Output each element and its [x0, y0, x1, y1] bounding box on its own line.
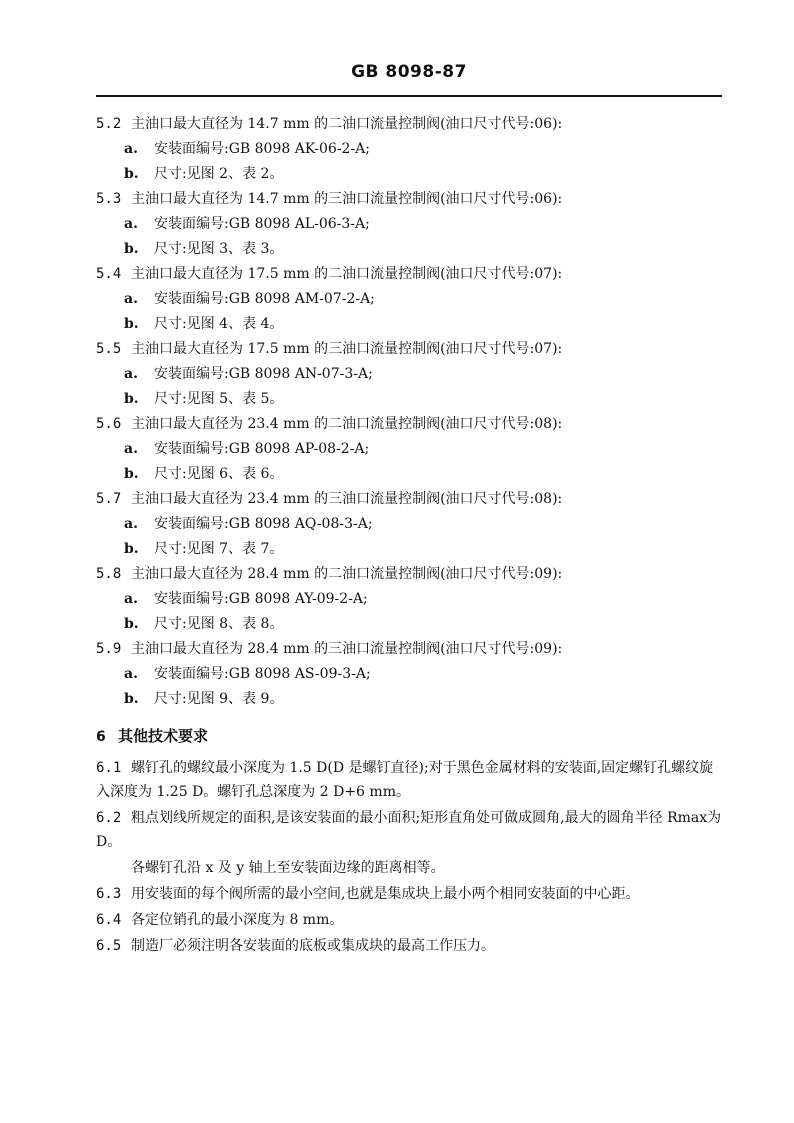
sub-item-text: 尺寸:见图 7、表 7。 [154, 541, 284, 557]
clause-number: 5.7 [96, 491, 122, 507]
clause-item [96, 112, 722, 137]
clause-number: 5.2 [96, 116, 122, 132]
sub-item-text: 尺寸:见图 3、表 3。 [154, 241, 284, 257]
clause-number: 5.9 [96, 641, 122, 657]
sub-item-letter: b. [124, 166, 139, 182]
clause-text: 主油口最大直径为 28.4 mm 的三油口流量控制阀(油口尺寸代号:09): [131, 641, 563, 657]
sub-item [96, 612, 722, 637]
clause-text: 主油口最大直径为 17.5 mm 的二油口流量控制阀(油口尺寸代号:07): [131, 266, 563, 282]
header-rule [96, 95, 722, 97]
clause-text: 用安装面的每个阀所需的最小空间,也就是集成块上最小两个相同安装面的中心距。 [131, 886, 640, 902]
section-title: 其他技术要求 [118, 727, 209, 745]
sub-item [96, 437, 722, 462]
clause-number: 6.2 [96, 810, 122, 826]
sub-item-letter: b. [124, 541, 139, 557]
clause-6-1 [96, 756, 722, 804]
sub-item [96, 287, 722, 312]
sub-item [96, 537, 722, 562]
clause-text: 主油口最大直径为 17.5 mm 的三油口流量控制阀(油口尺寸代号:07): [131, 341, 563, 357]
clause-text: 主油口最大直径为 14.7 mm 的三油口流量控制阀(油口尺寸代号:06): [131, 191, 563, 207]
clause-text: 主油口最大直径为 14.7 mm 的二油口流量控制阀(油口尺寸代号:06): [131, 116, 563, 132]
clause-number: 5.3 [96, 191, 122, 207]
sub-item-text: 安装面编号:GB 8098 AK-06-2-A; [154, 141, 371, 157]
page-header: GB 8098-87 [351, 62, 467, 82]
clause-list [96, 112, 722, 712]
clause-6-2-note: 各螺钉孔沿 x 及 y 轴上至安装面边缘的距离相等。 [131, 860, 445, 876]
sub-item-letter: b. [124, 691, 139, 707]
sub-item-letter: b. [124, 316, 139, 332]
clause-item [96, 487, 722, 512]
sub-item-text: 安装面编号:GB 8098 AY-09-2-A; [154, 591, 368, 607]
clause-item [96, 562, 722, 587]
sub-item-text: 安装面编号:GB 8098 AP-08-2-A; [154, 441, 370, 457]
sub-item-letter: a. [124, 291, 138, 307]
sub-item-letter: b. [124, 391, 139, 407]
clause-text: 各定位销孔的最小深度为 8 mm。 [131, 912, 344, 928]
clause-number: 6.3 [96, 886, 122, 902]
clause-text: 粗点划线所规定的面积,是该安装面的最小面积;矩形直角处可做成圆角,最大的圆角半径 Rmax为 D。 [96, 810, 722, 850]
sub-item [96, 462, 722, 487]
sub-item-text: 安装面编号:GB 8098 AN-07-3-A; [154, 366, 373, 382]
section-6-heading [96, 724, 722, 750]
sub-item-text: 安装面编号:GB 8098 AQ-08-3-A; [154, 516, 373, 532]
section-number: 6 [96, 729, 106, 745]
clause-6-5 [96, 934, 722, 958]
sub-item-letter: a. [124, 516, 138, 532]
sub-item-text: 尺寸:见图 4、表 4。 [154, 316, 284, 332]
clause-6-3 [96, 882, 722, 906]
sub-item-letter: a. [124, 216, 138, 232]
sub-item-text: 尺寸:见图 5、表 5。 [154, 391, 284, 407]
clause-number: 6.4 [96, 912, 122, 928]
clause-text: 主油口最大直径为 23.4 mm 的二油口流量控制阀(油口尺寸代号:08): [131, 416, 563, 432]
sub-item-letter: a. [124, 366, 138, 382]
sub-item [96, 362, 722, 387]
sub-item-letter: a. [124, 591, 138, 607]
sub-item [96, 312, 722, 337]
sub-item-letter: b. [124, 241, 139, 257]
sub-item-text: 安装面编号:GB 8098 AS-09-3-A; [154, 666, 371, 682]
sub-item [96, 387, 722, 412]
clause-6-4 [96, 908, 722, 932]
clause-item [96, 412, 722, 437]
sub-item-letter: a. [124, 666, 138, 682]
clause-text: 主油口最大直径为 28.4 mm 的二油口流量控制阀(油口尺寸代号:09): [131, 566, 563, 582]
sub-item-letter: a. [124, 141, 138, 157]
clause-text: 制造厂必须注明各安装面的底板或集成块的最高工作压力。 [131, 938, 495, 954]
clause-6-2 [96, 806, 722, 854]
sub-item-letter: b. [124, 466, 139, 482]
sub-item [96, 587, 722, 612]
sub-item [96, 662, 722, 687]
clause-item [96, 187, 722, 212]
clause-item [96, 337, 722, 362]
clause-number: 5.6 [96, 416, 122, 432]
sub-item [96, 137, 722, 162]
sub-item [96, 212, 722, 237]
sub-item-letter: a. [124, 441, 138, 457]
clause-number: 5.4 [96, 266, 122, 282]
clause-item [96, 637, 722, 662]
sub-item [96, 512, 722, 537]
sub-item-letter: b. [124, 616, 139, 632]
sub-item [96, 237, 722, 262]
sub-item [96, 687, 722, 712]
sub-item-text: 尺寸:见图 8、表 8。 [154, 616, 284, 632]
sub-item [96, 162, 722, 187]
clause-number: 5.5 [96, 341, 122, 357]
clause-item [96, 262, 722, 287]
clause-number: 6.1 [96, 760, 122, 776]
sub-item-text: 安装面编号:GB 8098 AM-07-2-A; [154, 291, 375, 307]
document-body [96, 112, 722, 958]
clause-text: 螺钉孔的螺纹最小深度为 1.5 D(D 是螺钉直径);对于黑色金属材料的安装面,固定螺钉孔螺纹旋入深度为 1.25 D。螺钉孔总深度为 2 D+6 mm。 [96, 760, 714, 800]
clause-text: 主油口最大直径为 23.4 mm 的三油口流量控制阀(油口尺寸代号:08): [131, 491, 563, 507]
sub-item-text: 尺寸:见图 2、表 2。 [154, 166, 284, 182]
clause-number: 6.5 [96, 938, 122, 954]
sub-item-text: 安装面编号:GB 8098 AL-06-3-A; [154, 216, 370, 232]
sub-item-text: 尺寸:见图 9、表 9。 [154, 691, 284, 707]
clause-number: 5.8 [96, 566, 122, 582]
sub-item-text: 尺寸:见图 6、表 6。 [154, 466, 284, 482]
